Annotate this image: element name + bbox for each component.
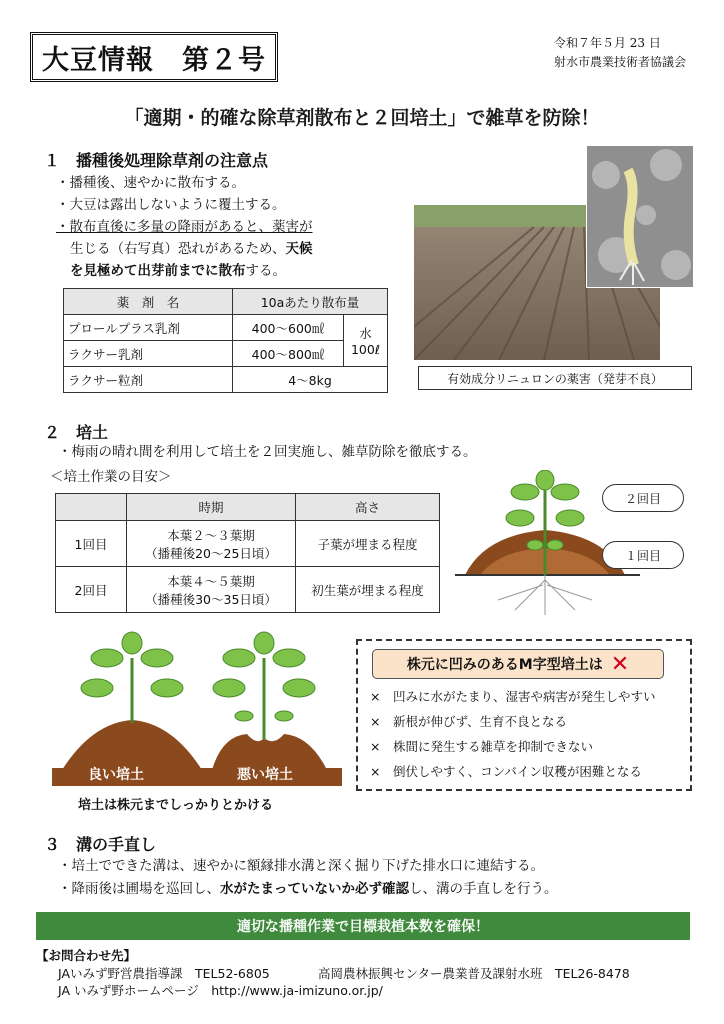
damage-inset-photo	[586, 145, 694, 288]
headline: 「適期・的確な除草剤散布と２回培土」で雑草を防除！	[124, 107, 600, 129]
callout-2nd: ２回目	[602, 484, 684, 512]
m-shape-item: × 凹みに水がたまり、湿害や病害が発生しやすい	[370, 689, 656, 704]
bullet: ・播種後、速やかに散布する。	[56, 175, 245, 191]
col-header: 高さ	[296, 494, 440, 521]
table-row: ラクサー乳剤 400～800㎖	[64, 341, 388, 367]
section2-bullet: ・梅雨の晴れ間を利用して培土を２回実施し、雑草防除を徹底する。	[58, 444, 477, 460]
herbicide-table	[63, 288, 388, 393]
table-row: プロールプラス乳剤 400～600㎖ 水 100ℓ	[64, 315, 388, 341]
bullet: ・大豆は露出しないように覆土する。	[56, 197, 286, 213]
col-header: 薬 剤 名	[64, 289, 233, 315]
organization: 射水市農業技術者協議会	[553, 55, 686, 69]
section1-heading: １ 播種後処理除草剤の注意点	[44, 151, 269, 170]
section3-bullet: ・降雨後は圃場を巡回し、水がたまっていないか必ず確認し、溝の手直しを行う。	[58, 881, 558, 897]
contact-center: 高岡農林振興センター農業普及課射水班 TEL26-8478	[318, 966, 630, 981]
callout-1st: １回目	[602, 541, 684, 569]
bullet-cont: 生じる（右写真）恐れがあるため、天候	[70, 241, 313, 257]
section3-heading: ３ 溝の手直し	[44, 835, 157, 854]
col-header: 時期	[127, 494, 296, 521]
bad-hilling-label: 悪い培土	[237, 767, 293, 783]
header-meta	[554, 34, 686, 72]
good-hilling-label: 良い培土	[88, 767, 144, 783]
m-shape-title: 株元に凹みのあるM字型培土は ✕	[372, 649, 664, 679]
contact-heading: 【お問合わせ先】	[36, 948, 137, 963]
m-shape-item: × 倒伏しやすく、コンバイン収穫が困難となる	[370, 764, 642, 779]
bullet: ・散布直後に多量の降雨があると、薬害が	[56, 219, 313, 235]
section3-bullet: ・培土でできた溝は、速やかに額縁排水溝と深く掘り下げた排水口に連結する。	[58, 858, 544, 874]
section2-heading: ２ 培土	[44, 423, 109, 442]
m-shape-item: × 新根が伸びず、生育不良となる	[370, 714, 567, 729]
photo-caption: 有効成分リニュロンの薬害（発芽不良）	[418, 366, 692, 390]
bullet-cont: を見極めて出芽前までに散布する。	[70, 263, 286, 279]
x-mark-icon: ✕	[610, 651, 630, 677]
table-row: 1回目 本葉２～３葉期 （播種後20～25日頃） 子葉が埋まる程度	[56, 521, 440, 567]
closing-banner: 適切な播種作業で目標栽植本数を確保！	[36, 912, 690, 940]
col-header: 10aあたり散布量	[233, 289, 388, 315]
section2-subheading: ＜培土作業の目安＞	[50, 469, 172, 485]
hilling-table	[55, 493, 440, 613]
newsletter-title: 大豆情報 第２号	[30, 32, 278, 82]
m-shape-item: × 株間に発生する雑草を抑制できない	[370, 739, 593, 754]
contact-ja: JAいみず野営農指導課 TEL52-6805	[58, 966, 270, 981]
hilling-caption: 培土は株元までしっかりとかける	[78, 798, 274, 813]
section1-bullets	[56, 172, 401, 282]
homepage-link[interactable]: JA いみず野ホームページ http://www.ja-imizuno.or.jp/	[58, 983, 383, 998]
table-row: 2回目 本葉４～５葉期 （播種後30～35日頃） 初生葉が埋まる程度	[56, 567, 440, 613]
table-row: ラクサー粒剤 4～8kg	[64, 367, 388, 393]
water-cell: 水 100ℓ	[344, 315, 388, 367]
issue-date: 令和７年５月 23 日	[553, 36, 661, 50]
